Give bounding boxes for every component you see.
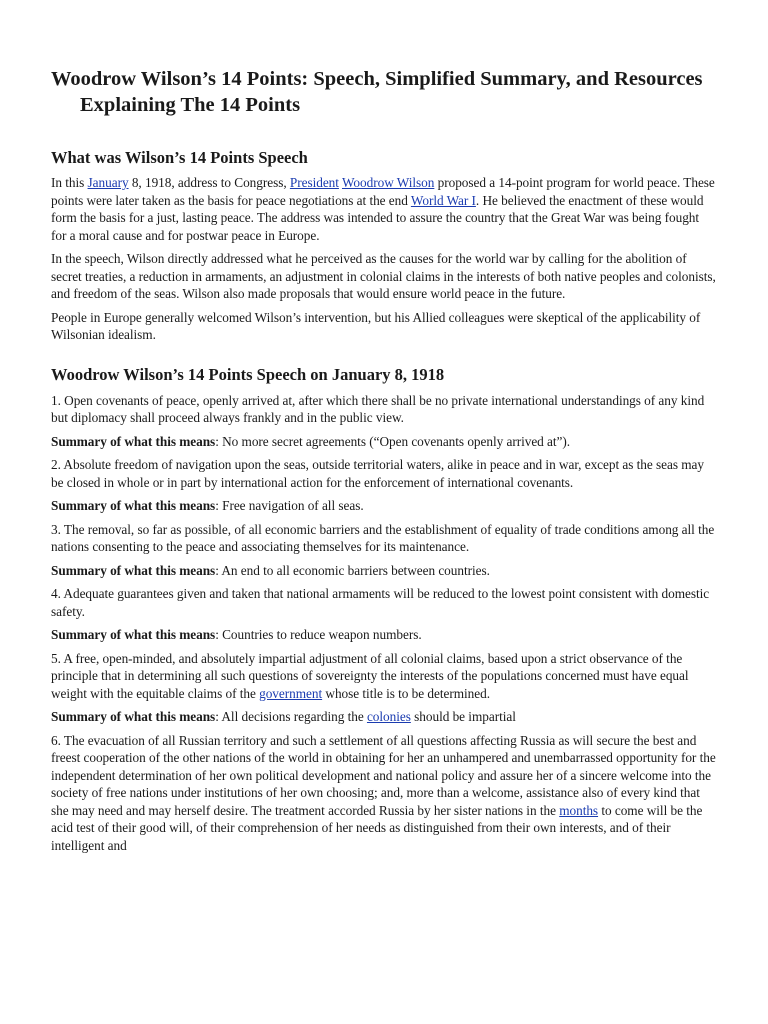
summary-3: Summary of what this means: An end to all economic barriers between countries. xyxy=(51,562,490,578)
heading-speech-jan-8-1918: Woodrow Wilson’s 14 Points Speech on January 8, 1918 xyxy=(51,364,445,384)
summary-2: Summary of what this means: Free navigation of all seas. xyxy=(51,498,364,513)
point-4: 4. Adequate guarantees given and taken that national armaments will be reduced to the lowest point consistent with domestic safety. xyxy=(51,586,710,619)
point-6: 6. The evacuation of all Russian territory and such a settlement of all questions affecting Russia as will secure the best and freest cooperation of the other nations of the world in obtaining for her an unhampered and unembarrassed opportunity for the independent determination of her own political development and national policy and assure her of a sincere welcome into the society of free nations under institutions of her own choosing; and, more than a welcome, assistance also of every kind that she may need and may herself desire. The treatment accorded Russia by her sister nations in the months to come will be the acid test of their good will, of their comprehension of her needs as distinguished from their own interests, and of their intelligent and xyxy=(51,732,716,853)
summary-label: Summary of what this means xyxy=(51,627,216,642)
link-president[interactable]: President xyxy=(289,175,339,190)
paragraph-intro: In this January 8, 1918, address to Congress, President Woodrow Wilson proposed a 14-point program for world peace. These points were later taken as the basis for peace negotiations at the end World War I. He believed the enactment of these would form the basis for a just, lasting peace. The address was intended to assure the country that the Great War was being fought for a moral cause and for postwar peace in Europe. xyxy=(51,175,715,243)
link-government[interactable]: government xyxy=(259,685,323,701)
paragraph-europe-reaction: People in Europe generally welcomed Wilson’s intervention, but his Allied colleagues were skeptical of the applicability of Wilsonian idealism. xyxy=(51,309,701,342)
link-january[interactable]: January xyxy=(87,175,129,190)
link-woodrow-wilson[interactable]: Woodrow Wilson xyxy=(341,175,435,190)
point-1: 1. Open covenants of peace, openly arrived at, after which there shall be no private international understandings of any kind but diplomacy shall proceed always frankly and in the public view. xyxy=(51,392,705,425)
link-world-war-i[interactable]: World War I xyxy=(410,192,476,208)
link-months[interactable]: months xyxy=(559,802,599,818)
summary-4: Summary of what this means: Countries to reduce weapon numbers. xyxy=(51,627,422,642)
summary-label: Summary of what this means xyxy=(51,562,216,578)
link-colonies[interactable]: colonies xyxy=(366,709,411,724)
summary-5: Summary of what this means: All decisions regarding the colonies should be impartial xyxy=(51,709,516,724)
heading-what-was-speech: What was Wilson’s 14 Points Speech xyxy=(51,148,308,167)
summary-label: Summary of what this means xyxy=(51,498,216,513)
summary-label: Summary of what this means xyxy=(51,433,216,449)
point-3: 3. The removal, so far as possible, of all economic barriers and the establishment of equality of trade conditions among all the nations consenting to the peace and associating themselves for its maintenance. xyxy=(51,521,715,554)
page-title: Woodrow Wilson’s 14 Points: Speech, Simplified Summary, and Resources Explaining The 14 Points xyxy=(51,68,703,116)
summary-label: Summary of what this means xyxy=(51,709,216,724)
summary-1: Summary of what this means: No more secret agreements (“Open covenants openly arrived at”). xyxy=(51,433,571,449)
paragraph-causes: In the speech, Wilson directly addressed what he perceived as the causes for the world war by calling for the abolition of secret treaties, a reduction in armaments, an adjustment in colonial claims in the interests of both native peoples and colonists, and freedom of the seas. Wilson also made proposals that would ensure world peace in the future. xyxy=(51,251,716,301)
point-2: 2. Absolute freedom of navigation upon the seas, outside territorial waters, alike in peace and in war, except as the seas may be closed in whole or in part by international action for the enforcement of international covenants. xyxy=(51,457,704,490)
point-5: 5. A free, open-minded, and absolutely impartial adjustment of all colonial claims, based upon a strict observance of the principle that in determining all such questions of sovereignty the interests of the populations concerned must have equal weight with the equitable claims of the government whose title is to be determined. xyxy=(51,650,689,701)
